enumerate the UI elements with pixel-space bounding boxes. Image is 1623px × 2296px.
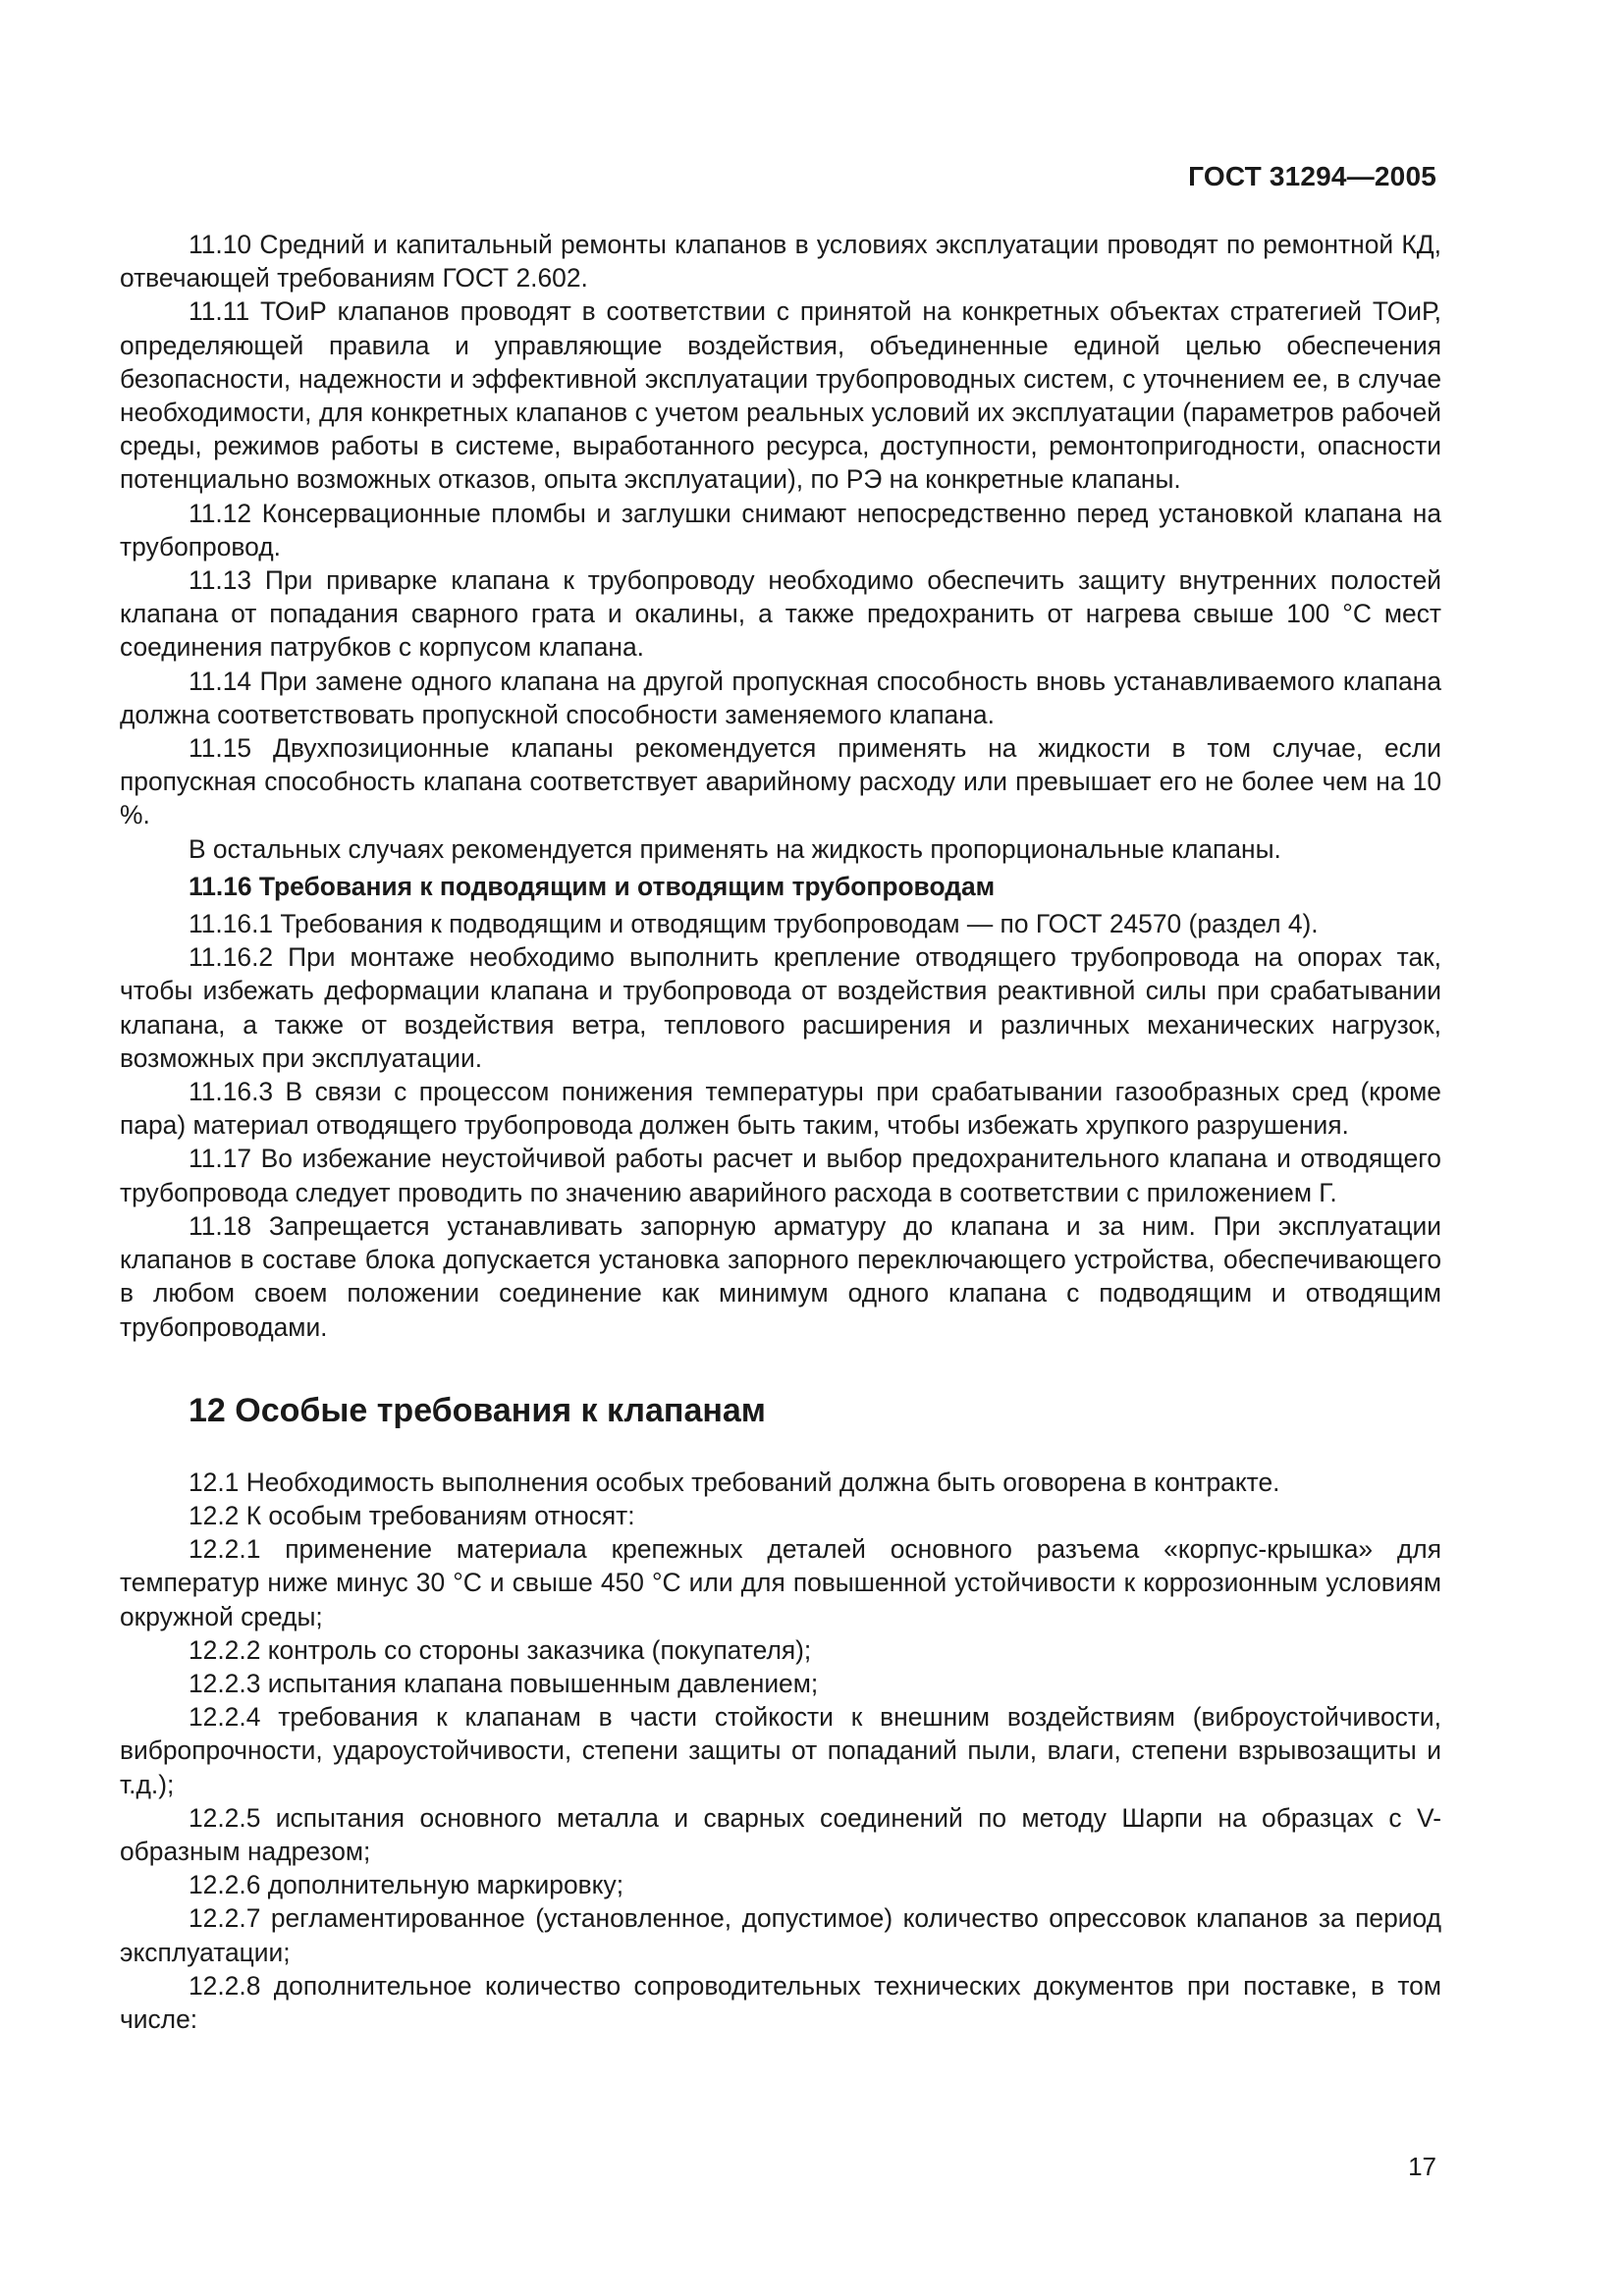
page-number: 17	[1408, 2152, 1436, 2181]
document-body	[120, 228, 1441, 2036]
paragraph-12-2-8: 12.2.8 дополнительное количество сопроводительных технических документов при поставке, в том числе:	[120, 1970, 1441, 2034]
paragraph-12-2-7: 12.2.7 регламентированное (установленное, допустимое) количество опрессовок клапанов за период эксплуатации;	[120, 1903, 1441, 1967]
paragraph-11-16-1: 11.16.1 Требования к подводящим и отводящим трубопроводам — по ГОСТ 24570 (раздел 4).	[189, 909, 1319, 939]
paragraph-12-2: 12.2 К особым требованиям относят:	[189, 1500, 635, 1530]
paragraph-12-2-2: 12.2.2 контроль со стороны заказчика (покупателя);	[189, 1634, 812, 1665]
paragraph-11-15-continuation: В остальных случаях рекомендуется применять на жидкость пропорциональные клапаны.	[189, 833, 1281, 864]
paragraph-12-1: 12.1 Необходимость выполнения особых требований должна быть оговорена в контракте.	[189, 1467, 1280, 1497]
paragraph-12-2-5: 12.2.5 испытания основного металла и сварных соединений по методу Шарпи на образцах с V-образным надрезом;	[120, 1802, 1441, 1866]
paragraph-11-16-2: 11.16.2 При монтаже необходимо выполнить крепление отводящего трубопровода на опорах так, чтобы избежать деформации клапана и трубопровода от воздействия реактивной силы при срабатывании клапана, а также от воздействия ветра, теплового расширения и различных механических нагрузок, возможных при эксплуатации.	[120, 942, 1441, 1073]
paragraph-11-17: 11.17 Во избежание неустойчивой работы расчет и выбор предохранительного клапана и отводящего трубопровода следует проводить по значению аварийного расхода в соответствии с приложением Г.	[120, 1144, 1441, 1207]
section-heading-12: 12 Особые требования к клапанам	[189, 1391, 766, 1429]
document-code-header: ГОСТ 31294—2005	[1188, 161, 1436, 191]
subsection-heading-11-16: 11.16 Требования к подводящим и отводящим трубопроводам	[189, 871, 996, 901]
paragraph-12-2-3: 12.2.3 испытания клапана повышенным давлением;	[189, 1668, 819, 1698]
paragraph-12-2-1: 12.2.1 применение материала крепежных деталей основного разъема «корпус-крышка» для температур ниже минус 30 °С и свыше 450 °С или для повышенной устойчивости к коррозионным условиям окружной среды;	[120, 1534, 1441, 1631]
paragraph-11-18: 11.18 Запрещается устанавливать запорную арматуру до клапана и за ним. При эксплуатации клапанов в составе блока допускается установка запорного переключающего устройства, обеспечивающего в любом своем положении соединение как минимум одного клапана с подводящим и отводящим трубопроводами.	[120, 1210, 1441, 1342]
paragraph-11-12: 11.12 Консервационные пломбы и заглушки снимают непосредственно перед установкой клапана на трубопровод.	[120, 498, 1441, 561]
paragraph-12-2-6: 12.2.6 дополнительную маркировку;	[189, 1870, 624, 1900]
paragraph-11-11: 11.11 ТОиР клапанов проводят в соответствии с принятой на конкретных объектах стратегией ТОиР, определяющей правила и управляющие воздействия, объединенные единой целью обеспечения безопасности, надежности и эффективной эксплуатации трубопроводных систем, с уточнением ее, в случае необходимости, для конкретных клапанов с учетом реальных условий их эксплуатации (параметров рабочей среды, режимов работы в системе, выработанного ресурса, доступности, ремонтопригодности, опасности потенциально возможных отказов, опыта эксплуатации), по РЭ на конкретные клапаны.	[120, 296, 1441, 495]
paragraph-11-16-3: 11.16.3 В связи с процессом понижения температуры при срабатывании газообразных сред (кроме пара) материал отводящего трубопровода должен быть таким, чтобы избежать хрупкого разрушения.	[120, 1077, 1441, 1141]
paragraph-11-13: 11.13 При приварке клапана к трубопроводу необходимо обеспечить защиту внутренних полостей клапана от попадания сварного грата и окалины, а также предохранить от нагрева свыше 100 °С мест соединения патрубков с корпусом клапана.	[120, 565, 1441, 663]
paragraph-11-10: 11.10 Средний и капитальный ремонты клапанов в условиях эксплуатации проводят по ремонтной КД, отвечающей требованиям ГОСТ 2.602.	[120, 230, 1441, 294]
paragraph-11-14: 11.14 При замене одного клапана на другой пропускная способность вновь устанавливаемого клапана должна соответствовать пропускной способности заменяемого клапана.	[120, 666, 1441, 729]
paragraph-12-2-4: 12.2.4 требования к клапанам в части стойкости к внешним воздействиям (виброустойчивости, вибропрочности, удароустойчивости, степени защиты от попаданий пыли, влаги, степени взрывозащиты и т.д.);	[120, 1702, 1441, 1799]
paragraph-11-15: 11.15 Двухпозиционные клапаны рекомендуется применять на жидкости в том случае, если пропускная способность клапана соответствует аварийному расходу или превышает его не более чем на 10 %.	[120, 733, 1441, 830]
